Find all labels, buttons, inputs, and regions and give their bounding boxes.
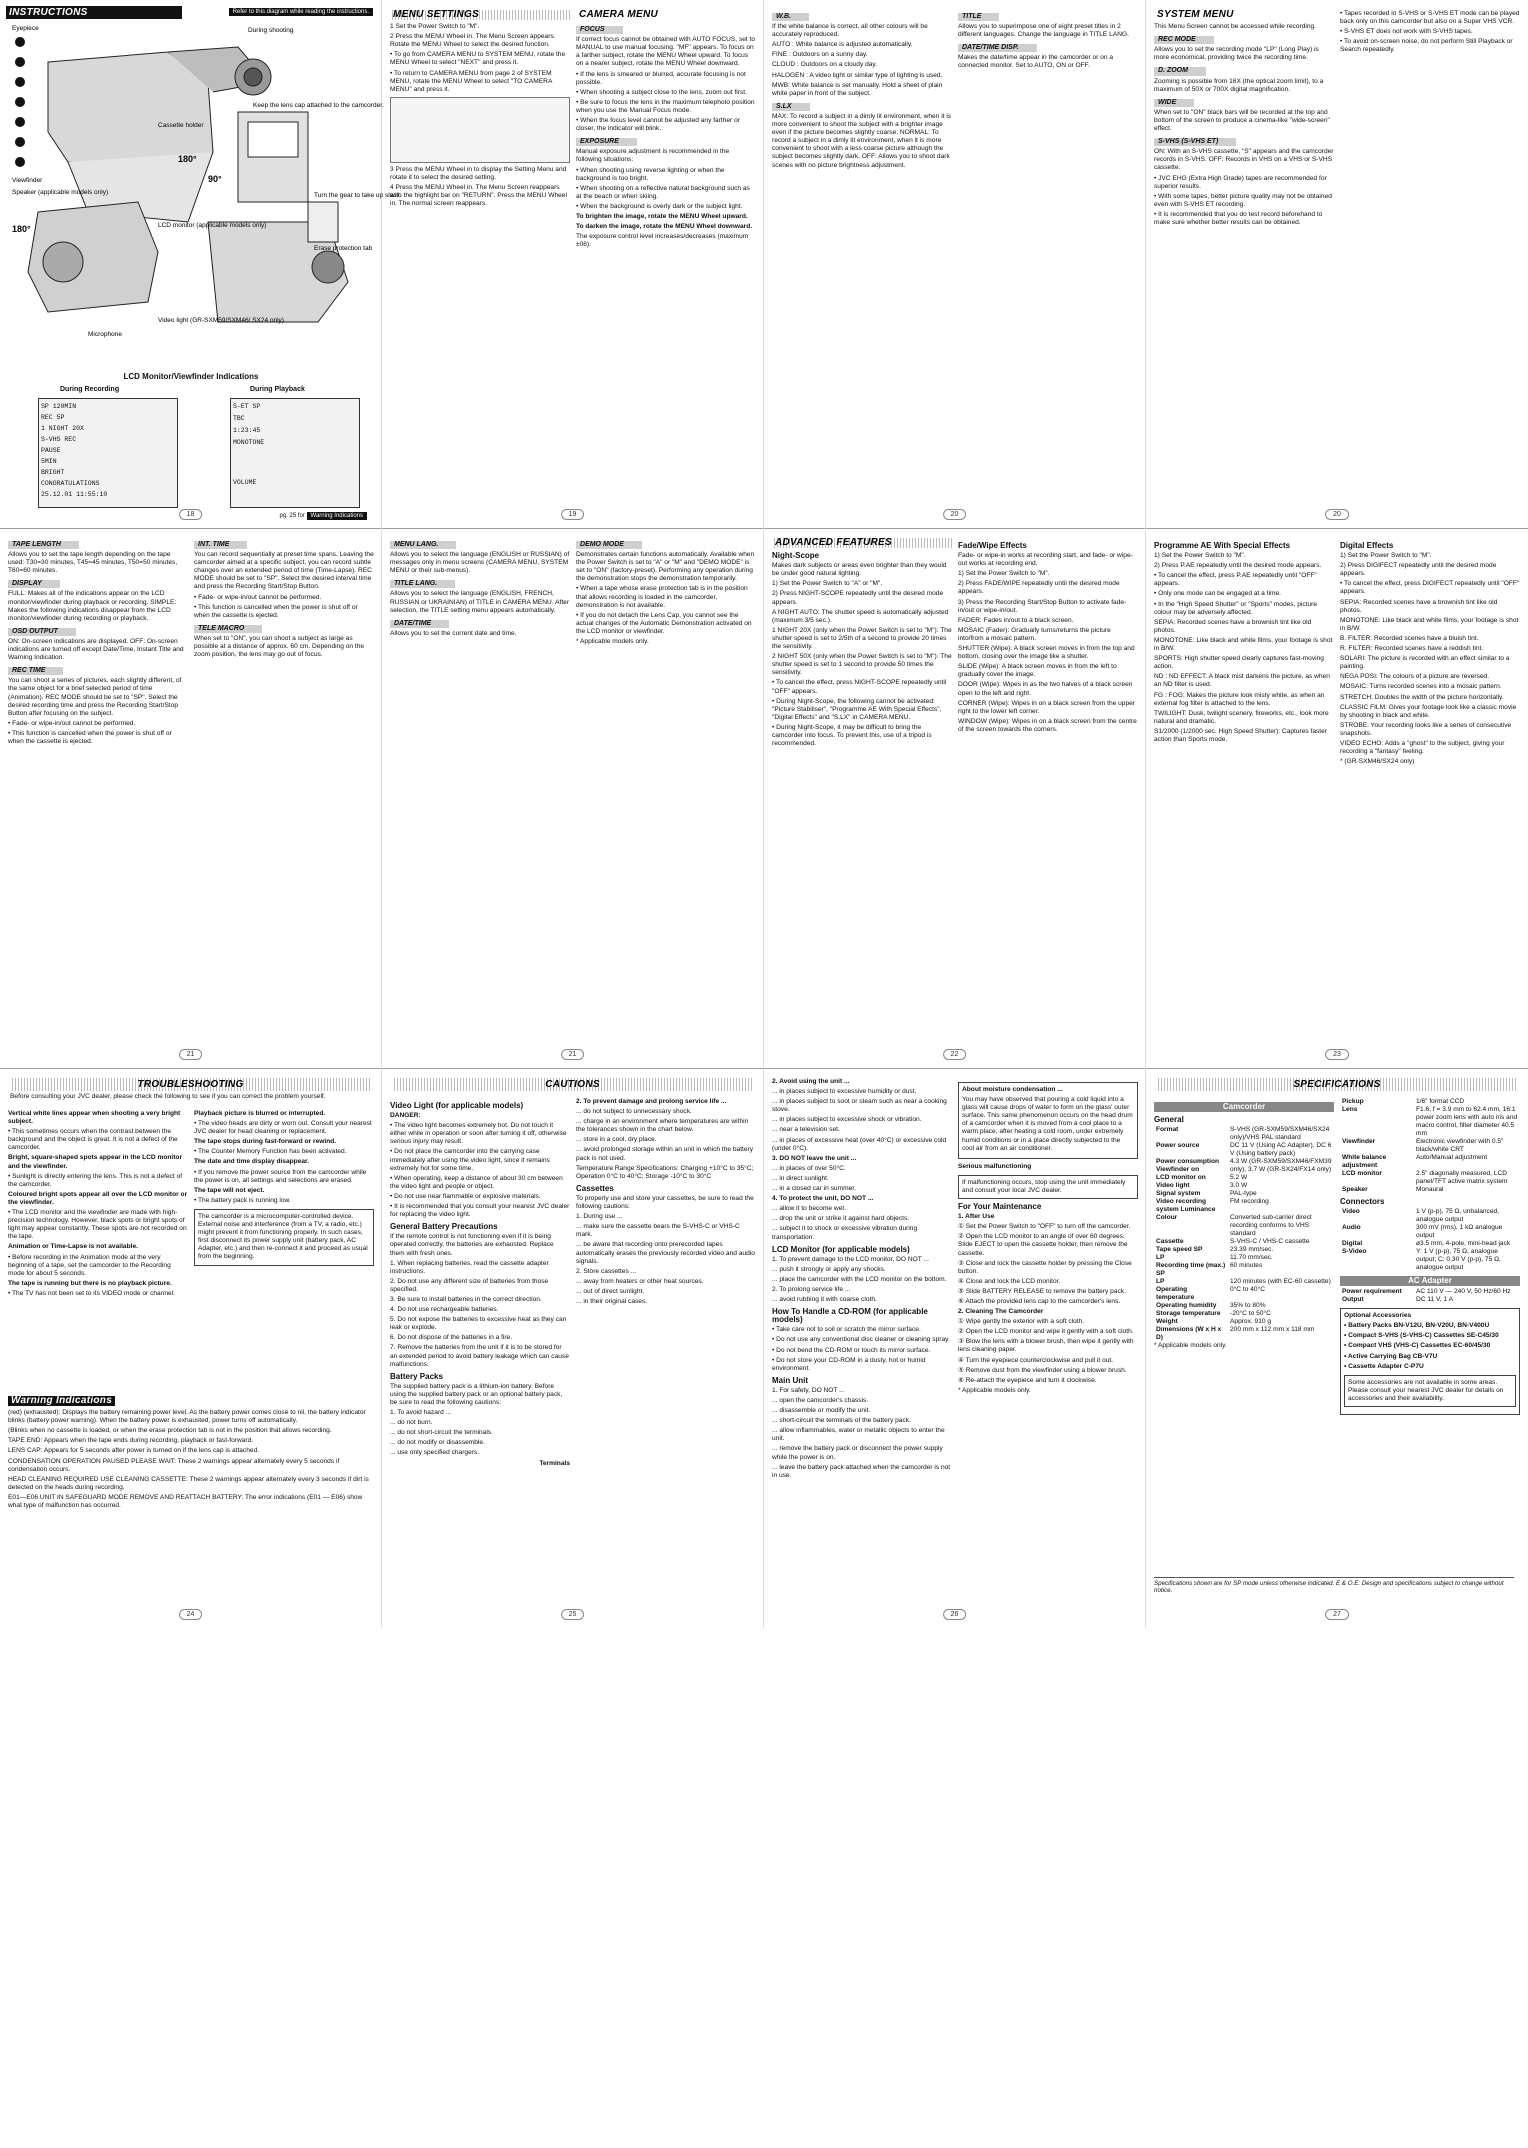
spec-value: S-VHS-C / VHS-C cassette xyxy=(1230,1238,1310,1246)
diagram-notice: Refer to this diagram while reading the instructions. xyxy=(229,8,373,16)
during-playback-label: During Playback xyxy=(250,386,305,393)
spec-label: Operating temperature xyxy=(1156,1286,1195,1302)
row-1 xyxy=(0,0,1528,528)
spec-label: Power consumption Viewfinder on xyxy=(1156,1158,1220,1174)
instructions-header: INSTRUCTIONS xyxy=(6,6,182,19)
troubleshooting-header: TROUBLESHOOTING xyxy=(10,1078,371,1091)
page-cautions: CAUTIONS Video Light (for applicable models) DANGER: • The video light becomes extremely hot. Do not touch it either while in operation or soon after turning it off, otherwise serious injury may result. • Do not place the camcorder into the carrying case immediately after using the video light, since it remains extremely hot for some time. • When operating, keep a distance of about 30 cm between the video light and people or object. • Do not use near flammable or explosive materials. • It is recommended that you consult your nearest JVC dealer for replacing the video light. General Battery Precautions If the remote control is not functioning even if it is being operated correctly, the batteries are exhausted. Replace them with fresh ones. 1. When replacing batteries, read the cassette adapter instructions. 2. Do not use any different size of batteries from those specified. 3. Be sure to install batteries in the correct direction. 4. Do not use rechargeable batteries. 5. Do not expose the batteries to excessive heat as they can leak or explode. 6. Do not dispose of the batteries in a fire. 7. Remove the batteries from the unit if it is to be stored for an extended period to avoid battery leakage which can cause malfunctions. Battery Packs The supplied battery pack is a lithium-ion battery. Before using the supplied battery pack or an optional battery pack, be sure to read the following cautions: 1. To avoid hazard ... ... do not burn. ... do not short-circuit the terminals. ... do not modify or disassemble. ... use only specified chargers. Terminals 2. To prevent damage and prolong service life ... ... do not subject to unnecessary shock. ... charge in an environment where temperatures are within the tolerances shown in the chart below. ... store in a cool, dry place. ... avoid prolonged storage within an unit in which the battery pack is not used. Temperature Range Specifications: Charging +10°C to 35°C; Operation 0°C to 40°C; Storage -10°C to 30°C Cassettes To properly use and store your cassettes, be sure to read the following cautions: 1. During use ... ... make sure the cassette bears the S-VHS-C or VHS-C mark. ... be aware that recording onto prerecorded tapes automatically erases the previously recorded video and audio signals. 2. Store cassettes ... ... away from heaters or other heat sources. ... out of direct sunlight. ... in their original cases. 25 xyxy=(382,1068,764,1628)
spec-row xyxy=(1154,1278,1334,1286)
spec-row xyxy=(1340,1186,1520,1194)
spec-label: LCD monitor on xyxy=(1156,1174,1206,1182)
label-eyepiece: Eyepiece xyxy=(12,25,39,32)
spec-row xyxy=(1154,1158,1334,1174)
spec-value: Y: 1 V (p-p), 75 Ω, analogue output; C: 0.30 V (p-p), 75 Ω, analogue output xyxy=(1416,1248,1501,1272)
spec-label: Dimensions (W x H x D) xyxy=(1156,1326,1222,1342)
page-number: 27 xyxy=(1325,1609,1349,1620)
page-specifications: SPECIFICATIONS Camcorder General Format S-VHS (GR-SXM59/SXM46/SX24 only)/VHS PAL standard Power source DC 11 V (Using AC Adapter), DC 6 V (Using battery pack) Power consumption Viewfinder on 4.3 W (GR-SXM59/SXM46/FXM39 only), 3.7 W (GR-SX24/FX14 only) LCD monitor on 5.2 W Video light 3.0 W Signal system PAL-type Video recording system Luminance FM recording Colour Converted sub-carrier direct recording conforms to VHS standard Cassette S-VHS-C / VHS-C cassette Tape speed SP 23.39 mm/sec. LP 11.70 mm/sec. Recording time (max.) SP 60 minutes LP 120 minutes (with EC-60 cassette) Operating temperature 0°C to 40°C Operating humidity 35% to 80% Storage temperature -20°C to 50°C Weight Approx. 910 g Dimensions (W x H x D) 200 mm x 112 mm x 118 mm * Applicable models only. Pickup 1/6" format CCD Lens F1.6, f = 3.9 mm to 62.4 mm, 16:1 power zoom lens with auto iris and macro control, filter diameter 40.5 mm Viewfinder Electronic viewfinder with 0.5" black/white CRT White balance adjustment Auto/Manual adjustment LCD monitor 2.5" diagonally measured, LCD panel/TFT active matrix system Speaker Monaural Connectors Video 1 V (p-p), 75 Ω, unbalanced, analogue output Audio 300 mV (rms), 1 kΩ analogue output Digital ø3.5 mm, 4-pole, mini-head jack S-Video Y: 1 V (p-p), 75 Ω, analogue output; C: 0.30 V (p-p), 75 Ω, analogue output AC Adapter Power requirement AC 110 V — 240 V, 50 Hz/60 Hz Output DC 11 V, 1 A Optional Accessories • Battery Packs BN-V12U, BN-V20U, BN-V400U • Compact S-VHS (S-VHS-C) Cassettes SE-C45/30 • Compact VHS (VHS-C) Cassettes EC-60/45/30 • Active Carrying Bag CB-V7U • Cassette Adapter C-P7U Some accessories are not available in some areas. Please consult your nearest JVC dealer for details on accessories and their availability. Specifications shown are for SP mode unless otherwise indicated. E & O.E. Design and specifications subject to change without notice. 27 xyxy=(1146,1068,1528,1628)
page-number: 20 xyxy=(943,509,967,520)
spec-value: 60 minutes xyxy=(1230,1262,1263,1270)
spec-row xyxy=(1154,1198,1334,1214)
spec-value: 35% to 80% xyxy=(1230,1302,1266,1310)
recording-screen: SP 120MIN REC 5P 1 NIGHT 20X S-VHS REC PAUSE 5MIN BRIGHT CONGRATULATIONS 25.12.01 11:55:10 xyxy=(38,398,178,508)
spec-row xyxy=(1154,1286,1334,1302)
page-number: 20 xyxy=(1325,509,1349,520)
spec-row xyxy=(1340,1208,1520,1224)
spec-row xyxy=(1154,1318,1334,1326)
row-3 xyxy=(0,1068,1528,1628)
spec-row xyxy=(1154,1302,1334,1310)
label-lens-cap: Keep the lens cap attached to the camcorder. xyxy=(253,102,384,109)
label-180a: 180° xyxy=(12,224,31,234)
spec-label: Tape speed SP xyxy=(1156,1246,1203,1254)
spec-value: FM recording xyxy=(1230,1198,1269,1206)
label-video-light: Video light (GR-SXM59/SXM46/ SX24 only) xyxy=(158,317,284,324)
spec-label: Lens xyxy=(1342,1106,1358,1113)
spec-value: F1.6, f = 3.9 mm to 62.4 mm, 16:1 power zoom lens with auto iris and macro control, filter diameter 40.5 mm xyxy=(1416,1106,1518,1137)
page-number: 21 xyxy=(179,1049,203,1060)
advanced-features-header: ADVANCED FEATURES xyxy=(772,538,952,548)
page-programme-ae: Programme AE With Special Effects 1) Set the Power Switch to "M". 2) Press P.AE repeatedly until the desired mode appears. • To cancel the effect, press P.AE repeatedly until "OFF" appears. • Only one mode can be engaged at a time. • In the "High Speed Shutter" or "Sports" modes, picture colour may be adversely affected. SEPIA: Recorded scenes have a brownish tint like old photos. MONOTONE: Like black and white films, your footage is shot in B/W. SPORTS: High shutter speed clearly captures fast-moving action. ND : ND EFFECT: A black mist darkens the picture, as when an ND filter is used. FG : FOG: Makes the picture look misty white, as when an external fog filter is attached to the lens. TWILIGHT: Dusk, twilight scenery, fireworks, etc., look more natural and dramatic. S1/2000 (1/2000 sec. High Speed Shutter): Captures faster action than Sports mode. Digital Effects 1) Set the Power Switch to "M". 2) Press DIGIFECT repeatedly until the desired mode appears. • To cancel the effect, press DIGIFECT repeatedly until "OFF" appears. SEPIA: Recorded scenes have a brownish tint like old photos. MONOTONE: Like black and white films, your footage is shot in B/W. B. FILTER: Recorded scenes have a bluish tint. R. FILTER: Recorded scenes have a reddish tint. SOLARI: The picture is recorded with an effect similar to a painting. NEGA POSI: The colours of a picture are reversed. MOSAIC: Turns recorded scenes into a mosaic pattern. STRETCH: Doubles the width of the picture horizontally. CLASSIC FILM: Gives your footage look like a classic movie by shooting in black and white. STROBE: Your recording looks like a series of consecutive snapshots. VIDEO ECHO: Adds a "ghost" to the subject, giving your recording a "fantasy" feeling. * (GR-SXM46/SX24 only) 23 xyxy=(1154,541,1520,1058)
spec-label: Viewfinder xyxy=(1342,1138,1376,1145)
warning-indications: Warning Indications (red) (exhausted): Displays the battery remaining power level. As the battery power comes close to nil, the battery indicator blinks (battery power warning). When the battery power is exhausted, power turns off automatically. (Blinks when no cassette is loaded, or when the erase protection tab is not in the position that allows recording. TAPE END: Appears when the tape ends during recording, playback or fast-forward. LENS CAP: Appears for 5 seconds after power is turned on if the lens cap is attached. CONDENSATION OPERATION PAUSED PLEASE WAIT: These 2 warnings appear alternately every 5 seconds if condensation occurs. HEAD CLEANING REQUIRED USE CLEANING CASSETTE: These 2 warnings appear alternately every 3 seconds if dirt is detected on the heads during recording. E01—E06 UNIT IN SAFEGUARD MODE REMOVE AND REATTACH BATTERY: The error indications (E01 — E06) show what type of malfunction has occurred. xyxy=(8,1395,369,1510)
spec-label: Storage temperature xyxy=(1156,1310,1221,1318)
label-during-shooting: During shooting xyxy=(248,27,294,34)
page-number: 26 xyxy=(943,1609,967,1620)
spec-row xyxy=(1154,1174,1334,1182)
spec-row xyxy=(1340,1138,1520,1154)
page-number: 18 xyxy=(179,509,203,520)
spec-label: S-Video xyxy=(1342,1248,1367,1256)
spec-value: DC 11 V (Using AC Adapter), DC 6 V (Using battery pack) xyxy=(1230,1142,1332,1158)
spec-value: 1/6" format CCD xyxy=(1416,1098,1465,1105)
spec-row xyxy=(1154,1310,1334,1318)
spec-row xyxy=(1154,1214,1334,1238)
spec-value: S-VHS (GR-SXM59/SXM46/SX24 only)/VHS PAL standard xyxy=(1230,1126,1330,1142)
spec-value: Monaural xyxy=(1416,1186,1444,1193)
page-menu-settings: MENU SETTINGS 1 Set the Power Switch to "M". 2 Press the MENU Wheel in. The Menu Screen appears. Rotate the MENU Wheel to select the desired function. • To go from CAMERA MENU to SYSTEM MENU, rotate the MENU Wheel to select "NEXT" and press it. • To return to CAMERA MENU from page 2 of SYSTEM MENU, rotate the MENU Wheel to select "TO CAMERA MENU" and press it. 3 Press the MENU Wheel in to display the Setting Menu and rotate it to select the desired setting. 4 Press the MENU Wheel in. The Menu Screen reappears with the highlight bar on "RETURN". Press the MENU Wheel in. The normal screen reappears. CAMERA MENU FOCUS If correct focus cannot be obtained with AUTO FOCUS, set to MANUAL to use manual focusing. "MF" appears. To focus on a farther subject, rotate the MENU Wheel upward. To focus on a nearer subject, rotate the MENU Wheel downward. • If the lens is smeared or blurred, accurate focusing is not possible. • When shooting a subject close to the lens, zoom out first. • Be sure to focus the lens in the maximum telephoto position when you use the Manual Focus mode. • When the focus level cannot be adjusted any farther or closer, the indicator will blink. EXPOSURE Manual exposure adjustment is recommended in the following situations: • When shooting using reverse lighting or when the background is too bright. • When shooting on a reflective natural background such as at the beach or when skiing. • When the background is overly dark or the subject light. To brighten the image, rotate the MENU Wheel upward. To darken the image, rotate the MENU Wheel downward. The exposure control level increases/decreases (maximum ±06). 19 xyxy=(382,0,764,528)
spec-value: 3.0 W xyxy=(1230,1182,1248,1190)
spec-label: Cassette xyxy=(1156,1238,1184,1246)
page-number: 23 xyxy=(1325,1049,1349,1060)
spec-value: 200 mm x 112 mm x 118 mm xyxy=(1230,1326,1315,1334)
page-wb-system: W.B. If the white balance is correct, all other colours will be accurately reproduced. AUTO : White balance is adjusted automatically. FINE : Outdoors on a sunny day. CLOUD : Outdoors on a cloudy day. HALOGEN : A video light or similar type of lighting is used. MWB: White balance is set manually. Hold a sheet of plain white paper in front of the subject. S.LX MAX: To record a subject in a dimly lit environment, when it is more convenient to shoot the subject with a brighter image even if the picture becomes slightly coarse. NORMAL: To record a subject in a dimly lit environment, when it is more convenient to shoot with a less coarse picture although the subject becomes slightly dark. OFF: Allows you to shoot dark scenes with no picture brightness adjustment. TITLE Allows you to superimpose one of eight preset titles in 2 different languages. Change the language in TITLE LANG. DATE/TIME DISP. Makes the date/time appear in the camcorder or on a connected monitor. Set to AUTO, ON or OFF. 20 xyxy=(764,0,1146,528)
spec-value: 0°C to 40°C xyxy=(1230,1286,1265,1294)
cautions-header: CAUTIONS xyxy=(392,1078,753,1091)
spec-label: White balance adjustment xyxy=(1342,1154,1387,1169)
spec-label: Signal system xyxy=(1156,1190,1201,1198)
label-turn-gear: Turn the gear to take up slack. xyxy=(314,192,402,199)
menu-settings-header: MENU SETTINGS xyxy=(390,10,570,20)
camera-menu-header: CAMERA MENU xyxy=(579,9,659,20)
spec-label: Colour xyxy=(1156,1214,1178,1222)
label-cassette-holder: Cassette holder xyxy=(158,122,204,129)
connector-table xyxy=(1340,1208,1520,1272)
spec-row xyxy=(1340,1288,1513,1296)
spec-label: Format xyxy=(1156,1126,1179,1134)
spec-footer: Specifications shown are for SP mode unless otherwise indicated. E & O.E. Design and specifications subject to change without notice. xyxy=(1154,1577,1514,1594)
label-lcd-monitor: LCD monitor (applicable models only) xyxy=(158,222,267,229)
spec-value: DC 11 V, 1 A xyxy=(1416,1296,1454,1304)
spec-value: -20°C to 50°C xyxy=(1230,1310,1271,1318)
menu-screen-illustration xyxy=(390,97,570,163)
general-spec-table xyxy=(1154,1126,1334,1342)
page-troubleshooting: TROUBLESHOOTING Before consulting your JVC dealer, please check the following to see if you can correct the problem yourself. Vertical white lines appear when shooting a very bright subject. • This sometimes occurs when the contrast between the background and the object is great. It is not a defect of the camcorder. Bright, square-shaped spots appear in the LCD monitor and the viewfinder. • Sunlight is directly entering the lens. This is not a defect of the camcorder. Coloured bright spots appear all over the LCD monitor or the viewfinder. • The LCD monitor and the viewfinder are made with high-precision technology. However, black spots or bright spots of light may appear constantly. These spots are not recorded on the tape. Animation or Time-Lapse is not available. • Before recording in the Animation mode at the very beginning of a tape, set the camcorder to the Recording mode for about 5 seconds. The tape is running but there is no playback picture. • The TV has not been set to its VIDEO mode or channel. Playback picture is blurred or interrupted. • The video heads are dirty or worn out. Consult your nearest JVC dealer for head cleaning or replacement. The tape stops during fast-forward or rewind. • The Counter Memory Function has been activated. The date and time display disappear. • If you remove the power source from the camcorder while the power is on, all settings and selections are erased. The tape will not eject. • The battery pack is running low. The camcorder is a microcomputer-controlled device. External noise and interference (from a TV, a radio, etc.) might prevent it from functioning properly. In such cases, first disconnect its power supply unit (battery pack, AC Adapter, etc.) and then re-connect it and proceed as usual from the beginning. Warning Indications (red) (exhausted): Displays the battery remaining power level. As the battery power comes close to nil, the battery indicator blinks (battery power warning). When the battery power is exhausted, power turns off automatically. (Blinks when no cassette is loaded, or when the erase protection tab is not in the position that allows recording. TAPE END: Appears when the tape ends during recording, playback or fast-forward. LENS CAP: Appears for 5 seconds after power is turned on if the lens cap is attached. CONDENSATION OPERATION PAUSED PLEASE WAIT: These 2 warnings appear alternately every 5 seconds if condensation occurs. HEAD CLEANING REQUIRED USE CLEANING CASSETTE: These 2 warnings appear alternately every 3 seconds if dirt is detected on the heads during recording. E01—E06 UNIT IN SAFEGUARD MODE REMOVE AND REATTACH BATTERY: The error indications (E01 — E06) show what type of malfunction has occurred. 24 xyxy=(0,1068,382,1628)
spec-label: Weight xyxy=(1156,1318,1178,1326)
spec-label: Video light xyxy=(1156,1182,1190,1190)
page-instructions xyxy=(0,0,402,528)
page-system-menu: SYSTEM MENU This Menu Screen cannot be accessed while recording. REC MODE Allows you to set the recording mode "LP" (Long Play) is more economical, providing twice the recording time. D. ZOOM Zooming is possible from 16X (the optical zoom limit), to a maximum of 50X or 700X digital magnification. WIDE When set to "ON" black bars will be recorded at the top and bottom of the screen to produce a cinema-like "wide-screen" effect. S-VHS (S-VHS ET) ON: With an S-VHS cassette, "S" appears and the camcorder records in S-VHS. OFF: Records in VHS on a VHS or S-VHS cassette. • JVC EHG (Extra High Grade) tapes are recommended for superior results. • With some tapes, better picture quality may not be obtained even with S-VHS ET recording. • It is recommended that you do test record beforehand to make sure whether better results can be obtained. • Tapes recorded in S-VHS or S-VHS ET mode can be played back only on this camcorder but also on a Super VHS VCR. • S-VHS ET does not work with S-VHS tapes. • To avoid on-screen noise, do not perform Still Playback or Search repeatedly. 20 xyxy=(1154,9,1520,518)
spec-value: ø3.5 mm, 4-pole, mini-head jack xyxy=(1416,1240,1511,1248)
spec-label: Power source xyxy=(1156,1142,1200,1150)
label-erase-tab: Erase protection tab xyxy=(314,245,373,252)
spec-value: 1 V (p-p), 75 Ω, unbalanced, analogue output xyxy=(1416,1208,1500,1224)
right-spec-table xyxy=(1340,1098,1520,1194)
spec-value: 23.39 mm/sec. xyxy=(1230,1246,1274,1254)
spec-value: 5.2 W xyxy=(1230,1174,1248,1182)
label-viewfinder: Viewfinder xyxy=(12,177,43,184)
spec-row xyxy=(1340,1106,1520,1138)
spec-value: PAL-type xyxy=(1230,1190,1257,1198)
spec-label: Output xyxy=(1342,1296,1364,1304)
specifications-header: SPECIFICATIONS xyxy=(1156,1078,1518,1091)
page-number: 24 xyxy=(179,1609,203,1620)
spec-value: 2.5" diagonally measured, LCD panel/TFT active matrix system xyxy=(1416,1170,1508,1185)
lcd-indications-title: LCD Monitor/Viewfinder Indications xyxy=(123,372,259,381)
spec-row xyxy=(1340,1154,1520,1170)
spec-row xyxy=(1340,1098,1520,1106)
microcomputer-note: The camcorder is a microcomputer-controlled device. External noise and interference (from a TV, a radio, etc.) might prevent it from functioning properly. In such cases, first disconnect its power supply unit (battery pack, AC Adapter, etc.) and then re-connect it and proceed as usual from the beginning. xyxy=(194,1209,374,1266)
page-number: 25 xyxy=(561,1609,585,1620)
spec-value: Approx. 910 g xyxy=(1230,1318,1272,1326)
spec-row xyxy=(1154,1254,1334,1262)
spec-row xyxy=(1154,1182,1334,1190)
spec-label: Operating humidity xyxy=(1156,1302,1217,1310)
page-number: 21 xyxy=(561,1049,585,1060)
page-number: 19 xyxy=(561,509,585,520)
during-recording-label: During Recording xyxy=(60,386,120,393)
spec-label: LP xyxy=(1156,1254,1165,1262)
spec-row xyxy=(1154,1142,1334,1158)
spec-row xyxy=(1340,1248,1520,1272)
page-cautions-2: 2. Avoid using the unit ... ... in places subject to excessive humidity or dust. ... in places subject to soot or steam such as near a cooking stove. ... in places subject to excessive shock or vibration. ... near a television set. ... in places of excessive heat (over 40°C) or excessive cold (under 0°C). 3. DO NOT leave the unit ... ... in places of over 50°C. ... in direct sunlight. ... in a closed car in summer. 4. To protect the unit, DO NOT ... ... allow it to become wet. ... drop the unit or strike it against hard objects. ... subject it to shock or excessive vibration during transportation. LCD Monitor (for applicable models) 1. To prevent damage to the LCD monitor, DO NOT ... ... push it strongly or apply any shocks. ... place the camcorder with the LCD monitor on the bottom. 2. To prolong service life ... ... avoid rubbing it with coarse cloth. How To Handle a CD-ROM (for applicable models) • Take care not to soil or scratch the mirror surface. • Do not use any conventional disc cleaner or cleaning spray. • Do not bend the CD-ROM or touch its mirror surface. • Do not store your CD-ROM in a dusty, hot or humid environment. Main Unit 1. For safety, DO NOT ... ... open the camcorder's chassis. ... disassemble or modify the unit. ... short-circuit the terminals of the battery pack. ... allow inflammables, water or metallic objects to enter the unit. ... remove the battery pack or disconnect the power supply while the power is on. ... leave the battery pack attached when the camcorder is not in use. About moisture condensation ... You may have observed that pouring a cold liquid into a glass will cause drops of water to form on the glass' outer surface. This same phenomenon occurs on the head drum of a camcorder when it is moved from a cool place to a warm place, after heating a cold room, under extremely humid conditions or in a place directly subjected to the cool air from an air conditioner. Serious malfunctioning If malfunctioning occurs, stop using the unit immediately and consult your local JVC dealer. For Your Maintenance 1. After Use ① Set the Power Switch to "OFF" to turn off the camcorder. ② Open the LCD monitor to an angle of over 60 degrees. Slide EJECT to open the cassette holder, then remove the cassette. ③ Close and lock the cassette holder by pressing the Close button. ④ Close and lock the LCD monitor. ⑤ Slide BATTERY RELEASE to remove the battery pack. ⑥ Attach the provided lens cap to the camcorder's lens. 2. Cleaning The Camcorder ① Wipe gently the exterior with a soft cloth. ② Open the LCD monitor and wipe it gently with a soft cloth. ③ Blow the lens with a blower brush, then wipe it gently with lens cleaning paper. ④ Turn the eyepiece counterclockwise and pull it out. ⑤ Remove dust from the viewfinder using a blower brush. ⑥ Re-attach the eyepiece and turn it clockwise. * Applicable models only. 26 xyxy=(764,1068,1146,1628)
system-menu-header: SYSTEM MENU xyxy=(1157,9,1234,20)
spec-row xyxy=(1154,1238,1334,1246)
spec-value: 120 minutes (with EC-60 cassette) xyxy=(1230,1278,1331,1286)
spec-value: AC 110 V — 240 V, 50 Hz/60 Hz xyxy=(1416,1288,1511,1296)
spec-value: 300 mV (rms), 1 kΩ analogue output xyxy=(1416,1224,1503,1240)
label-90: 90° xyxy=(208,174,222,184)
label-speaker: Speaker (applicable models only) xyxy=(12,189,109,196)
page-menu-lang: MENU LANG. Allows you to select the language (ENGLISH or RUSSIAN) of messages only in menu screens (CAMERA MENU, SYSTEM MENU or their sub-menus). TITLE LANG. Allows you to select the language (ENGLISH, FRENCH, RUSSIAN or UKRAINIAN) of TITLE in CAMERA MENU. After selection, the TITLE setting menu appears automatically. DATE/TIME Allows you to set the current date and time. DEMO MODE Demonstrates certain functions automatically. Available when the Power Switch is set to "A" or "M" and "DEMO MODE" is set to "ON" (factory-preset). Performing any operation during the demonstration stops the demonstration temporarily. • When a tape whose erase protection tab is in the position that allows recording is loaded in the camcorder, demonstration is not available. • If you do not detach the Lens Cap, you cannot see the actual changes of the Automatic Demonstration activated on the LCD monitor or viewfinder. * Applicable models only. 21 xyxy=(382,528,764,1068)
spec-value: Electronic viewfinder with 0.5" black/white CRT xyxy=(1416,1138,1504,1153)
page-number: 22 xyxy=(943,1049,967,1060)
camcorder-diagram xyxy=(8,22,402,342)
spec-row xyxy=(1340,1170,1520,1186)
spec-label: Power requirement xyxy=(1342,1288,1402,1296)
spec-row xyxy=(1340,1240,1520,1248)
page-tape-length: TAPE LENGTH Allows you to set the tape length depending on the tape used: T30=30 minutes, T45=45 minutes, T50=50 minutes, T60=60 minutes. DISPLAY FULL: Makes all of the indications appear on the LCD monitor/viewfinder during playback or recording. SIMPLE: Makes the following indications disappear from the LCD monitor/viewfinder during recording or playback. OSD OUTPUT ON: On-screen indications are displayed. OFF: On-screen indications are turned off except Date/Time, Instant Title and Warning Indication. REC TIME You can shoot a series of pictures, each slightly different, of the same object for a brief selected period of time (Animation). REC MODE should be set to "SP". Select the desired recording time and press the Recording Start/Stop Button after focusing on the subject. • Fade- or wipe-in/out cannot be performed. • This function is cancelled when the power is shut off or when the cassette is ejected. INT. TIME You can record sequentially at preset time spans. Leaving the camcorder aimed at a specific subject, you can record subtle changes over an extended period of time (Time-Lapse). REC MODE should be set to "SP". Select the desired interval time and press the Recording Start/Stop Button. • Fade- or wipe-in/out cannot be performed. • This function is cancelled when the power is shut off or when the cassette is ejected. TELE MACRO When set to "ON", you can shoot a subject as large as possible at a distance of approx. 60 cm. Depending on the zoom position, the lens may go out of focus. 21 xyxy=(0,528,382,1068)
warning-ref: pg. 25 for Warning Indications xyxy=(279,512,367,520)
spec-row xyxy=(1340,1296,1513,1304)
spec-label: Digital xyxy=(1342,1240,1363,1248)
label-180b: 180° xyxy=(178,154,197,164)
spec-row xyxy=(1154,1326,1334,1342)
spec-label: Speaker xyxy=(1342,1186,1368,1193)
page-advanced-features: ADVANCED FEATURES Night-Scope Makes dark subjects or areas even brighter than they would be under good natural lighting. 1) Set the Power Switch to "A" or "M". 2) Press NIGHT-SCOPE repeatedly until the desired mode appears. A NIGHT AUTO: The shutter speed is automatically adjusted (maximum 3/5 sec.). 1 NIGHT 20X (only when the Power Switch is set to "M"): The shutter speed is set to 2/5th of a second to provide 20 times the sensitivity. 2 NIGHT 50X (only when the Power Switch is set to "M"): The shutter speed is set to 1 second to provide 50 times the sensitivity. • To cancel the effect, press NIGHT-SCOPE repeatedly until "OFF" appears. • During Night-Scope, the following cannot be activated: "Picture Stabiliser", "Programme AE With Special Effects", "Digital Effects" and "S.LX" in CAMERA MENU. • During Night-Scope, it may be difficult to bring the camcorder into focus. To prevent this, use of a tripod is recommended. Fade/Wipe Effects Fade- or wipe-in works at recording start, and fade- or wipe-out works at recording end. 1) Set the Power Switch to "M". 2) Press FADE/WIPE repeatedly until the desired mode appears. 3) Press the Recording Start/Stop Button to activate fade-in/out or wipe-in/out. FADER: Fades in/out to a black screen. MOSAIC (Fader): Gradually turns/returns the picture into/from a mosaic pattern. SHUTTER (Wipe): A black screen moves in from the top and bottom, closing over the image like a shutter. SLIDE (Wipe): A black screen moves in from the left to gradually cover the image. DOOR (Wipe): Wipes in as the two halves of a black screen open to the left and right. CORNER (Wipe): Wipes in on a black screen from the upper right to the lower left corner. WINDOW (Wipe): Wipes in on a black screen from the centre of the screen towards the corners. 22 xyxy=(764,528,1146,1068)
spec-row xyxy=(1154,1246,1334,1254)
spec-value: Auto/Manual adjustment xyxy=(1416,1154,1488,1161)
ac-table xyxy=(1340,1288,1513,1304)
playback-screen: S-ET SP TBC 1:23:45 MONOTONE VOLUME xyxy=(230,398,360,508)
spec-row xyxy=(1154,1190,1334,1198)
spec-label: Pickup xyxy=(1342,1098,1364,1105)
spec-value: Converted sub-carrier direct recording conforms to VHS standard xyxy=(1230,1214,1312,1238)
spec-row xyxy=(1340,1224,1520,1240)
spec-row xyxy=(1154,1126,1334,1142)
spec-label: Recording time (max.) SP xyxy=(1156,1262,1226,1278)
spec-label: LP xyxy=(1156,1278,1165,1286)
spec-row xyxy=(1154,1262,1334,1278)
spec-label: Video xyxy=(1342,1208,1360,1216)
spec-value: 11.70 mm/sec. xyxy=(1230,1254,1273,1262)
row-2 xyxy=(0,528,1528,1068)
spec-label: Video recording system Luminance xyxy=(1156,1198,1216,1214)
spec-label: Audio xyxy=(1342,1224,1361,1232)
label-microphone: Microphone xyxy=(88,331,122,338)
spec-value: 4.3 W (GR-SXM59/SXM46/FXM39 only), 3.7 W (GR-SX24/FX14 only) xyxy=(1230,1158,1332,1174)
spec-label: LCD monitor xyxy=(1342,1170,1382,1177)
